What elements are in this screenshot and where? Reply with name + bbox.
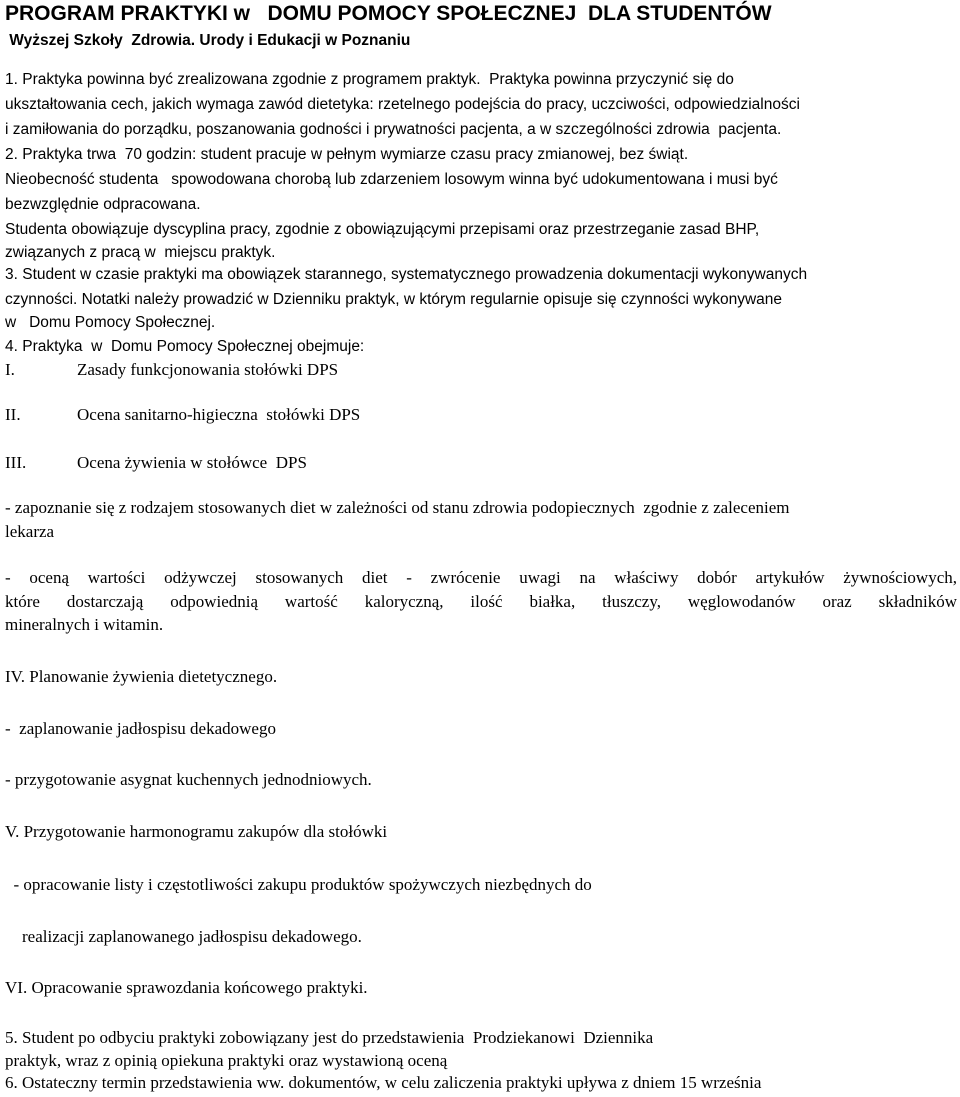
section-v-title: V. Przygotowanie harmonogramu zakupów dla stołówki [5,822,388,841]
bullet-diet-types-line-2: lekarza [5,522,55,541]
section-title: Ocena sanitarno-higieczna stołówki DPS [77,405,361,424]
document-subtitle: Wyższej Szkoły Zdrowia. Urody i Edukacji w Poznaniu [5,32,411,49]
bullet-diet-types-line-1: - zapoznanie się z rodzajem stosowanych diet w zależności od stanu zdrowia podopiecznych zgodnie z zaleceniem [5,498,790,517]
paragraph-5-line-1: 5. Student po odbyciu praktyki zobowiązany jest do przedstawienia Prodziekanowi Dziennika [5,1028,654,1047]
section-vi-title: VI. Opracowanie sprawozdania końcowego praktyki. [5,978,368,997]
bullet-shopping-list-line-1: - opracowanie listy i częstotliwości zakupu produktów spożywczych niezbędnych do [5,875,592,894]
bullet-kitchen-orders: - przygotowanie asygnat kuchennych jednodniowych. [5,770,372,789]
section-iv-title: IV. Planowanie żywienia dietetycznego. [5,667,278,686]
bullet-nutrition-line-3: mineralnych i witamin. [5,615,164,634]
section-title: Zasady funkcjonowania stołówki DPS [77,360,339,379]
paragraph-1-line-1: 1. Praktyka powinna być zrealizowana zgodnie z programem praktyk. Praktyka powinna przyczynić się do [5,71,734,88]
paragraph-2-line-5: związanych z pracą w miejscu praktyk. [5,244,276,261]
bullet-shopping-list-line-2: realizacji zaplanowanego jadłospisu dekadowego. [5,927,362,946]
paragraph-2-line-2: Nieobecność studenta spowodowana chorobą lub zdarzeniem losowym winna być udokumentowana i musi być [5,171,778,188]
paragraph-2-line-1: 2. Praktyka trwa 70 godzin: student pracuje w pełnym wymiarze czasu pracy zmianowej, bez świąt. [5,146,689,163]
paragraph-2-line-4: Studenta obowiązuje dyscyplina pracy, zgodnie z obowiązującymi przepisami oraz przestrzeganie zasad BHP, [5,221,760,238]
paragraph-4: 4. Praktyka w Domu Pomocy Społecznej obejmuje: [5,338,365,355]
paragraph-3-line-3: w Domu Pomocy Społecznej. [5,314,216,331]
paragraph-2-line-3: bezwzględnie odpracowana. [5,196,201,213]
section-number: I. [5,360,15,379]
bullet-nutrition-line-1: - oceną wartości odżywczej stosowanych diet - zwrócenie uwagi na właściwy dobór artykułów żywnościowych, [5,568,957,587]
paragraph-5-line-2: praktyk, wraz z opinią opiekuna praktyki oraz wystawioną oceną [5,1051,448,1070]
bullet-menu-planning: - zaplanowanie jadłospisu dekadowego [5,719,276,738]
section-title: Ocena żywienia w stołówce DPS [77,453,307,472]
paragraph-1-line-2: ukształtowania cech, jakich wymaga zawód dietetyka: rzetelnego podejścia do pracy, uczciwości, odpowiedzialności [5,96,800,113]
paragraph-3-line-1: 3. Student w czasie praktyki ma obowiązek starannego, systematycznego prowadzenia dokumentacji wykonywanych [5,266,808,283]
document-title: PROGRAM PRAKTYKI w DOMU POMOCY SPOŁECZNEJ DLA STUDENTÓW [5,2,772,25]
section-number: III. [5,453,27,472]
paragraph-3-line-2: czynności. Notatki należy prowadzić w Dzienniku praktyk, w którym regularnie opisuje się czynności wykonywane [5,291,783,308]
bullet-nutrition-line-2: które dostarczają odpowiednią wartość kaloryczną, ilość białka, tłuszczy, węglowodanów oraz składników [5,592,957,611]
paragraph-6: 6. Ostateczny termin przedstawienia ww. dokumentów, w celu zaliczenia praktyki upływa z dniem 15 września [5,1073,762,1092]
section-number: II. [5,405,21,424]
paragraph-1-line-3: i zamiłowania do porządku, poszanowania godności i prywatności pacjenta, a w szczególności zdrowia pacjenta. [5,121,782,138]
